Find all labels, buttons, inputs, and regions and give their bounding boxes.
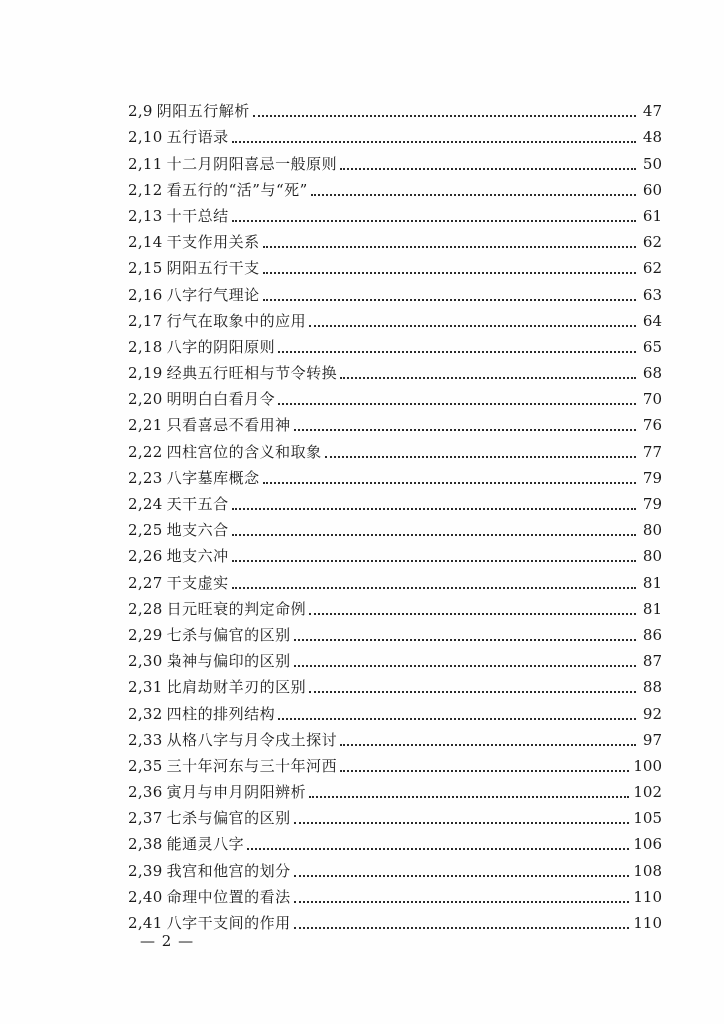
toc-entry-page: 97 [642, 730, 662, 749]
toc-entry [128, 465, 662, 491]
toc-entry [128, 569, 662, 595]
toc-entry-title: 八字干支间的作用 [166, 914, 291, 932]
toc-dot-leader [294, 639, 636, 641]
toc-entry-page: 88 [642, 678, 662, 697]
toc-entry-page: 48 [642, 128, 662, 147]
toc-dot-leader [253, 115, 636, 117]
toc-entry [128, 386, 662, 412]
toc-entry-page: 79 [642, 495, 662, 513]
toc-entry [128, 255, 662, 281]
toc-dot-leader [294, 429, 636, 431]
toc-entry [128, 831, 662, 857]
toc-entry-page: 110 [633, 887, 662, 906]
toc-entry [128, 203, 662, 229]
toc-entry-title: 我宫和他宫的划分 [166, 861, 291, 880]
toc-entry-number: 2,22 [128, 442, 163, 461]
toc-entry [128, 543, 662, 569]
toc-dot-leader [232, 141, 636, 143]
toc-dot-leader [278, 351, 636, 353]
toc-entry-number: 2,29 [128, 625, 163, 644]
toc-entry [128, 727, 662, 753]
toc-entry-page: 61 [642, 206, 662, 225]
toc-entry-title: 干支虚实 [166, 573, 229, 592]
toc-entry [128, 281, 662, 307]
toc-entry-title: 四柱宫位的含义和取象 [166, 442, 322, 461]
toc-dot-leader [263, 299, 636, 301]
toc-entry-number: 2,37 [128, 809, 163, 828]
toc-dot-leader [263, 246, 636, 248]
toc-entry-page: 81 [642, 573, 662, 592]
toc-entry-title: 八字墓库概念 [166, 468, 260, 487]
toc-entry-title: 枭神与偏印的区别 [166, 652, 291, 671]
toc-entry-title: 十干总结 [166, 206, 229, 225]
toc-entry-number: 2,10 [128, 128, 163, 147]
toc-entry-title: 五行语录 [166, 128, 229, 147]
toc-dot-leader [278, 403, 636, 405]
toc-entry-page: 63 [642, 285, 662, 304]
toc-entry-title: 七杀与偏官的区别 [166, 625, 291, 644]
toc-entry-page: 80 [642, 547, 662, 566]
toc-entry [128, 412, 662, 438]
toc-dot-leader [340, 744, 636, 746]
toc-entry [128, 150, 662, 176]
toc-entry-number: 2,19 [128, 364, 163, 383]
toc-entry-page: 108 [633, 861, 662, 880]
toc-entry-number: 2,24 [128, 495, 163, 513]
toc-entry-title: 地支六合 [166, 521, 229, 540]
toc-entry-page: 106 [633, 835, 662, 854]
toc-entry-page: 64 [642, 311, 662, 330]
toc-entry-page: 92 [642, 704, 662, 723]
toc-entry-title: 明明白白看月令 [166, 390, 276, 409]
toc-entry-page: 80 [642, 521, 662, 540]
toc-entry-title: 命理中位置的看法 [166, 887, 291, 906]
toc-entry [128, 360, 662, 386]
toc-entry-title: 地支六冲 [166, 547, 229, 566]
toc-entry [128, 98, 662, 124]
toc-dot-leader [309, 613, 636, 615]
toc-entry-number: 2,27 [128, 573, 163, 592]
toc-entry-number: 2,18 [128, 337, 163, 356]
toc-entry-title: 八字的阴阳原则 [166, 337, 276, 356]
toc-entry-number: 2,23 [128, 468, 163, 487]
toc-entry-page: 50 [642, 154, 662, 173]
toc-dot-leader [294, 927, 630, 929]
toc-entry-page: 81 [642, 599, 662, 618]
toc-entry-number: 2,28 [128, 599, 163, 618]
toc-dot-leader [294, 665, 636, 667]
toc-dot-leader [340, 770, 629, 772]
toc-entry [128, 779, 662, 805]
toc-entry-number: 2,32 [128, 704, 163, 723]
toc-dot-leader [232, 220, 636, 222]
toc-dot-leader [263, 272, 636, 274]
toc-entry-number: 2,15 [128, 259, 163, 278]
toc-dot-leader [340, 168, 636, 170]
toc-entry-number: 2,26 [128, 547, 163, 566]
toc-entry-page: 87 [642, 652, 662, 671]
toc-entry [128, 910, 662, 936]
toc-entry [128, 491, 662, 517]
toc-entry-number: 2,40 [128, 887, 163, 906]
toc-entry [128, 308, 662, 334]
toc-entry-title: 七杀与偏官的区别 [166, 809, 291, 828]
toc-dot-leader [309, 691, 636, 693]
toc-entry [128, 334, 662, 360]
toc-entry-title: 四柱的排列结构 [166, 704, 276, 723]
toc-entry-title: 行气在取象中的应用 [166, 311, 307, 330]
toc-entry-number: 2,13 [128, 206, 163, 225]
toc-entry-title: 寅月与申月阴阳辨析 [166, 783, 307, 802]
toc-dot-leader [232, 534, 636, 536]
page-number-footer: — 2 — [140, 932, 195, 950]
toc-entry-page: 62 [642, 233, 662, 252]
toc-entry [128, 857, 662, 883]
toc-entry-page: 70 [642, 390, 662, 409]
toc-entry-number: 2,16 [128, 285, 163, 304]
toc-entry-number: 2,14 [128, 233, 163, 252]
toc-entry [128, 648, 662, 674]
toc-entry-title: 从格八字与月令戌土探讨 [166, 730, 338, 749]
toc-entry-title: 干支作用关系 [166, 233, 260, 252]
toc-dot-leader [232, 560, 636, 562]
toc-entry-page: 102 [633, 783, 662, 802]
toc-entry-title: 八字行气理论 [166, 285, 260, 304]
toc-entry-page: 65 [642, 337, 662, 356]
toc-entry-page: 110 [633, 914, 662, 932]
toc-entry-title: 经典五行旺相与节令转换 [166, 364, 338, 383]
toc-entry-number: 2,39 [128, 861, 163, 880]
toc-entry-number: 2,20 [128, 390, 163, 409]
toc-entry-page: 100 [633, 756, 662, 775]
toc-entry [128, 622, 662, 648]
toc-entry-title: 比肩劫财羊刃的区别 [166, 678, 307, 697]
toc-entry-page: 77 [642, 442, 662, 461]
toc-entry-title: 十二月阴阳喜忌一般原则 [166, 154, 338, 173]
toc-entry [128, 700, 662, 726]
toc-dot-leader [294, 875, 630, 877]
toc-entry-title: 三十年河东与三十年河西 [166, 756, 338, 775]
toc-entry-title: 能通灵八字 [166, 835, 245, 854]
toc-entry-number: 2,30 [128, 652, 163, 671]
toc-entry [128, 177, 662, 203]
toc-entry-page: 60 [642, 180, 662, 199]
toc-entry-page: 76 [642, 416, 662, 435]
toc-dot-leader [309, 796, 629, 798]
toc-entry [128, 753, 662, 779]
toc-dot-leader [309, 325, 636, 327]
toc-entry-page: 105 [633, 809, 662, 828]
toc-dot-leader [340, 377, 636, 379]
toc-entry-title: 天干五合 [166, 495, 229, 513]
toc-dot-leader [325, 456, 636, 458]
toc-entry [128, 596, 662, 622]
toc-entry-number: 2,25 [128, 521, 163, 540]
toc-entry-number: 2,11 [128, 154, 163, 173]
toc-dot-leader [232, 587, 636, 589]
toc-entry-page: 86 [642, 625, 662, 644]
toc-entry [128, 805, 662, 831]
toc-entry [128, 884, 662, 910]
toc-dot-leader [232, 508, 636, 510]
toc-entry-number: 2,38 [128, 835, 163, 854]
toc-entry-number: 2,33 [128, 730, 163, 749]
toc-dot-leader [311, 194, 636, 196]
toc-entry-title: 阴阳五行干支 [166, 259, 260, 278]
toc-dot-leader [294, 901, 630, 903]
toc-entry-number: 2,21 [128, 416, 163, 435]
toc-entry-number: 2,17 [128, 311, 163, 330]
toc-dot-leader [278, 718, 636, 720]
toc-entry [128, 229, 662, 255]
toc-entry [128, 674, 662, 700]
toc-dot-leader [294, 822, 630, 824]
toc-entry [128, 438, 662, 464]
toc-entry-number: 2,9 [128, 102, 153, 121]
toc-entry-page: 47 [642, 102, 662, 121]
toc-entry-title: 阴阳五行解析 [156, 102, 250, 121]
toc-dot-leader [263, 482, 636, 484]
toc-entry-number: 2,31 [128, 678, 163, 697]
toc-entry-number: 2,41 [128, 914, 163, 932]
toc-entry-page: 62 [642, 259, 662, 278]
toc-entry-page: 68 [642, 364, 662, 383]
toc-entry-page: 79 [642, 468, 662, 487]
toc-entry-title: 只看喜忌不看用神 [166, 416, 291, 435]
toc-entry-number: 2,35 [128, 756, 163, 775]
toc-entry-title: 日元旺衰的判定命例 [166, 599, 307, 618]
toc-dot-leader [247, 848, 629, 850]
table-of-contents [128, 98, 662, 936]
toc-entry-title: 看五行的“活”与“死” [166, 180, 308, 199]
toc-entry [128, 124, 662, 150]
toc-entry-number: 2,36 [128, 783, 163, 802]
toc-entry [128, 517, 662, 543]
toc-entry-number: 2,12 [128, 180, 163, 199]
